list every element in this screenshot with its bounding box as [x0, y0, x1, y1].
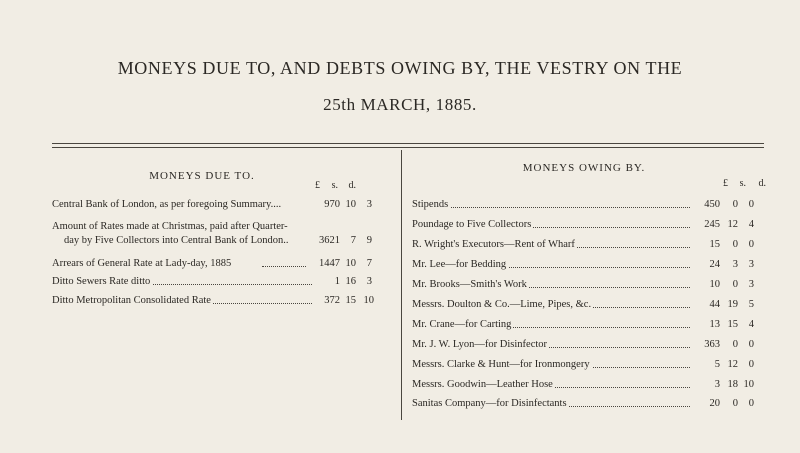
row-label: Poundage to Five Collectors: [412, 219, 532, 230]
amount-pounds: 970: [324, 199, 340, 210]
row-label: Messrs. Doulton & Co.—Lime, Pipes, &c.: [412, 299, 592, 310]
amount-pence: 4: [748, 219, 754, 230]
pounds-unit: £: [723, 178, 728, 189]
amount-shillings: 7: [350, 235, 356, 246]
shillings-unit: s.: [739, 178, 746, 189]
amount-pence: 0: [748, 199, 754, 210]
amount-pence: 9: [366, 235, 372, 246]
amount-pence: 0: [748, 398, 754, 409]
page-title: MONEYS DUE TO, AND DEBTS OWING BY, THE VESTRY ON THE: [117, 58, 683, 78]
row-label: Messrs. Goodwin—Leather Hose: [412, 379, 553, 390]
column-divider: [401, 150, 402, 420]
amount-pence: 0: [748, 359, 754, 370]
amount-shillings: 10: [345, 199, 356, 210]
amount-shillings: 0: [732, 239, 738, 250]
row-label-continued: day by Five Collectors into Central Bank of London..: [64, 235, 289, 246]
row-label: R. Wright's Executors—Rent of Wharf: [412, 239, 575, 250]
amount-pounds: 44: [709, 299, 720, 310]
amount-pounds: 5: [714, 359, 720, 370]
left-column-heading: MONEYS DUE TO.: [149, 170, 255, 182]
amount-shillings: 10: [345, 258, 356, 269]
row-label: Amount of Rates made at Christmas, paid after Quarter-: [52, 221, 288, 232]
amount-pence: 0: [748, 339, 754, 350]
page-subtitle: 25th MARCH, 1885.: [323, 95, 477, 114]
amount-pence: 5: [748, 299, 754, 310]
right-column-heading: MONEYS OWING BY.: [522, 162, 646, 174]
row-label: Mr. Crane—for Carting: [412, 319, 512, 330]
shillings-unit: s.: [331, 180, 338, 191]
amount-pounds: 13: [709, 319, 720, 330]
pence-unit: d.: [758, 178, 766, 189]
amount-pounds: 1: [334, 276, 340, 287]
amount-shillings: 0: [732, 199, 738, 210]
amount-shillings: 0: [732, 339, 738, 350]
amount-pence: 4: [748, 319, 754, 330]
amount-pounds: 20: [709, 398, 720, 409]
amount-pence: 3: [748, 259, 754, 270]
row-label: Arrears of General Rate at Lady-day, 1885: [52, 258, 232, 269]
amount-shillings: 15: [345, 295, 356, 306]
amount-pence: 10: [363, 295, 374, 306]
amount-pounds: 3621: [319, 235, 340, 246]
amount-pounds: 363: [704, 339, 720, 350]
top-rule: [52, 143, 764, 144]
row-label: Messrs. Clarke & Hunt—for Ironmongery: [412, 359, 590, 370]
top-rule-double: [52, 147, 764, 148]
amount-shillings: 15: [727, 319, 738, 330]
row-label: Ditto Metropolitan Consolidated Rate: [52, 295, 211, 306]
amount-pounds: 372: [324, 295, 340, 306]
amount-pence: 0: [748, 239, 754, 250]
amount-pence: 7: [366, 258, 372, 269]
amount-shillings: 0: [732, 279, 738, 290]
amount-pounds: 245: [704, 219, 720, 230]
amount-shillings: 19: [727, 299, 738, 310]
pounds-unit: £: [315, 180, 320, 191]
row-label: Ditto Sewers Rate ditto: [52, 276, 151, 287]
amount-pounds: 24: [709, 259, 720, 270]
amount-shillings: 0: [732, 398, 738, 409]
amount-shillings: 12: [727, 219, 738, 230]
amount-pence: 10: [743, 379, 754, 390]
amount-pounds: 3: [714, 379, 720, 390]
amount-pence: 3: [366, 199, 372, 210]
amount-shillings: 3: [732, 259, 738, 270]
row-label: Mr. J. W. Lyon—for Disinfector: [412, 339, 548, 350]
row-label: Mr. Brooks—Smith's Work: [412, 279, 527, 290]
amount-pounds: 10: [709, 279, 720, 290]
amount-shillings: 16: [345, 276, 356, 287]
amount-pounds: 15: [709, 239, 720, 250]
amount-pence: 3: [748, 279, 754, 290]
amount-shillings: 18: [727, 379, 738, 390]
amount-pounds: 450: [704, 199, 720, 210]
amount-pence: 3: [366, 276, 372, 287]
amount-shillings: 12: [727, 359, 738, 370]
row-label: Sanitas Company—for Disinfectants: [412, 398, 567, 409]
row-label: Mr. Lee—for Bedding: [412, 259, 507, 270]
amount-pounds: 1447: [319, 258, 340, 269]
row-label: Central Bank of London, as per foregoing Summary....: [52, 199, 282, 210]
row-label: Stipends: [412, 199, 449, 210]
pence-unit: d.: [348, 180, 356, 191]
